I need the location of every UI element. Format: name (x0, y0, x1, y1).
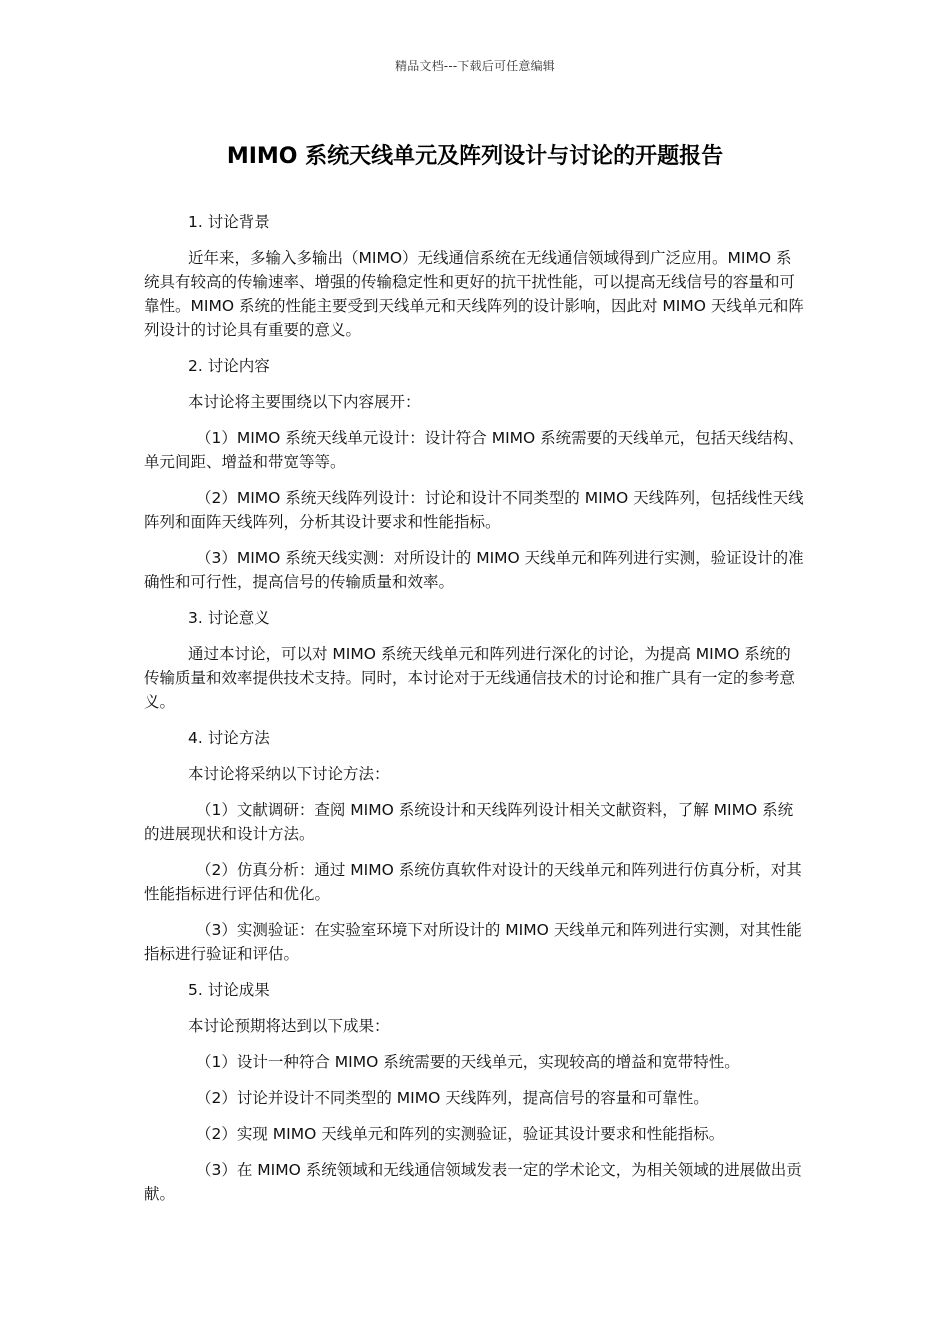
list-item-methods-2: （2）仿真分析：通过 MIMO 系统仿真软件对设计的天线单元和阵列进行仿真分析，对其性能指标进行评估和优化。 (144, 861, 802, 903)
paragraph-significance: 通过本讨论，可以对 MIMO 系统天线单元和阵列进行深化的讨论，为提高 MIMO 系统的传输质量和效率提供技术支持。同时，本讨论对于无线通信技术的讨论和推广具有一定的参考意义。 (144, 645, 796, 711)
header-note: 精品文档---下载后可任意编辑 (395, 59, 555, 73)
list-item-content-1: （1）MIMO 系统天线单元设计：设计符合 MIMO 系统需要的天线单元，包括天线结构、单元间距、增益和带宽等等。 (144, 429, 804, 471)
section-heading-significance: 3. 讨论意义 (188, 609, 270, 627)
list-item-methods-3: （3）实测验证：在实验室环境下对所设计的 MIMO 天线单元和阵列进行实测，对其性能指标进行验证和评估。 (144, 921, 802, 963)
section-heading-results: 5. 讨论成果 (188, 981, 270, 999)
paragraph-methods-intro: 本讨论将采纳以下讨论方法： (188, 765, 390, 783)
document-body (144, 210, 804, 1218)
section-heading-methods: 4. 讨论方法 (188, 729, 270, 747)
list-item-results-4: （3）在 MIMO 系统领域和无线通信领域发表一定的学术论文，为相关领域的进展做出贡献。 (144, 1161, 802, 1203)
list-item-methods-1: （1）文献调研：查阅 MIMO 系统设计和天线阵列设计相关文献资料，了解 MIMO 系统的进展现状和设计方法。 (144, 801, 794, 843)
list-item-content-3: （3）MIMO 系统天线实测：对所设计的 MIMO 天线单元和阵列进行实测，验证设计的准确性和可行性，提高信号的传输质量和效率。 (144, 549, 804, 591)
list-item-results-1: （1）设计一种符合 MIMO 系统需要的天线单元，实现较高的增益和宽带特性。 (196, 1053, 740, 1071)
section-heading-content: 2. 讨论内容 (188, 357, 270, 375)
list-item-content-2: （2）MIMO 系统天线阵列设计：讨论和设计不同类型的 MIMO 天线阵列，包括线性天线阵列和面阵天线阵列，分析其设计要求和性能指标。 (144, 489, 804, 531)
paragraph-content-intro: 本讨论将主要围绕以下内容展开： (188, 393, 421, 411)
list-item-results-2: （2）讨论并设计不同类型的 MIMO 天线阵列，提高信号的容量和可靠性。 (196, 1089, 709, 1107)
paragraph-results-intro: 本讨论预期将达到以下成果： (188, 1017, 390, 1035)
section-heading-background: 1. 讨论背景 (188, 213, 270, 231)
list-item-results-3: （2）实现 MIMO 天线单元和阵列的实测验证，验证其设计要求和性能指标。 (196, 1125, 725, 1143)
paragraph-background: 近年来，多输入多输出（MIMO）无线通信系统在无线通信领域得到广泛应用。MIMO 系统具有较高的传输速率、增强的传输稳定性和更好的抗干扰性能，可以提高无线信号的容量和可靠性。MIMO 系统的性能主要受到天线单元和天线阵列的设计影响，因此对 MIMO 天线单元和阵列设计的讨论具有重要的意义。 (144, 249, 804, 339)
document-title: MIMO 系统天线单元及阵列设计与讨论的开题报告 (226, 144, 724, 169)
